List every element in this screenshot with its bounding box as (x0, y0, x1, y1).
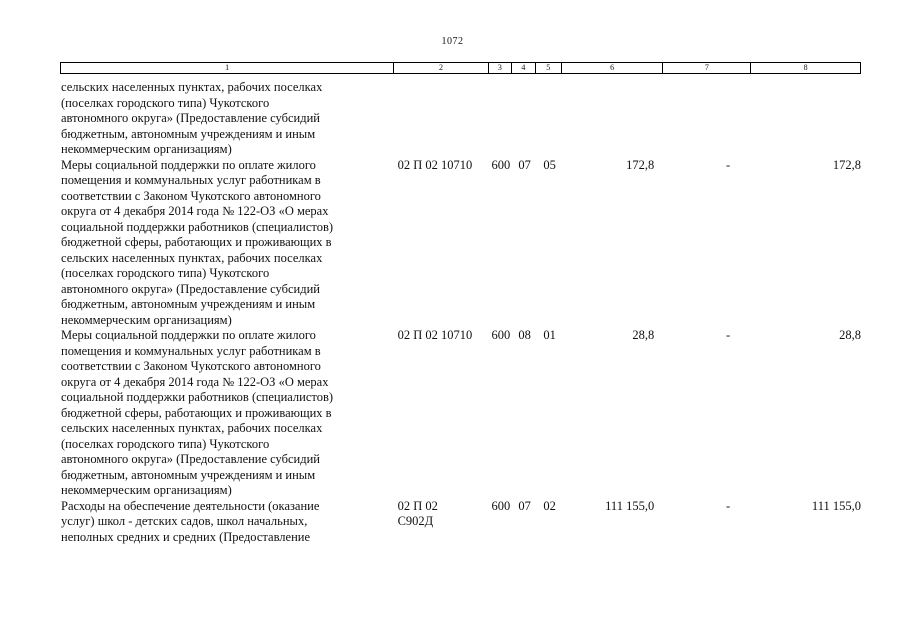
row-expense-type: 600 (491, 328, 511, 342)
table-body (61, 80, 861, 545)
table-row (61, 80, 861, 158)
row-sum-total: 28,8 (632, 328, 655, 342)
row-code: 02 П 02 10710 (397, 157, 473, 172)
header-col-1: 1 (61, 63, 394, 73)
table-header (60, 62, 861, 74)
header-col-4: 4 (512, 63, 536, 73)
row-sum-total (562, 80, 664, 158)
row-sum-col8: 28,8 (839, 328, 861, 342)
table-row (61, 158, 861, 329)
page-number: 1072 (441, 36, 464, 47)
row-sum-total: 172,8 (626, 157, 655, 172)
row-expense-type (489, 80, 512, 158)
row-subsection: 02 (543, 498, 556, 513)
row-subsection (536, 80, 562, 158)
row-code: 02 П 02 С902Д (397, 498, 438, 528)
row-expense-type: 600 (491, 157, 511, 172)
row-sum-col7: - (725, 328, 731, 342)
row-section: 07 (518, 498, 531, 513)
header-col-2: 2 (394, 63, 489, 73)
table-row (61, 499, 861, 546)
row-subsection: 05 (543, 157, 556, 172)
row-sum-total: 111 155,0 (605, 498, 655, 513)
row-sum-col7: - (725, 157, 731, 172)
row-section: 07 (518, 157, 531, 172)
row-section: 08 (518, 328, 531, 342)
row-sum-col8: 172,8 (832, 157, 861, 172)
row-description: сельских населенных пунктах, рабочих поселках (поселках городского типа) Чукотского автономного округа» (Предоставление субсидий бюджетным, автономным учреждениям и иным некоммерческим организациям) (61, 80, 323, 156)
header-col-8: 8 (803, 63, 808, 72)
row-sum-col7 (664, 80, 752, 158)
row-code (395, 80, 490, 158)
row-description: Расходы на обеспечение деятельности (оказание услуг) школ - детских садов, школ начальных, неполных средних и средних (Предоставление (61, 498, 320, 544)
row-description: Меры социальной поддержки по оплате жилого помещения и коммунальных услуг работникам в соответствии с Законом Чукотского автономного округа от 4 декабря 2014 года № 122-ОЗ «О мерах социальной поддержки работников (специалистов) бюджетной сферы, работающих и проживающих в сельских населенных пунктах, рабочих поселках (поселках городского типа) Чукотского автономного округа» (Предоставление субсидий бюджетным, автономным учреждениям и иным некоммерческим организациям) (61, 328, 334, 497)
row-code: 02 П 02 10710 (397, 328, 473, 342)
row-sum-col8 (752, 80, 861, 158)
header-col-6: 6 (562, 63, 664, 73)
header-col-7: 7 (663, 63, 751, 73)
row-expense-type: 600 (491, 498, 511, 513)
row-section (512, 80, 536, 158)
row-description: Меры социальной поддержки по оплате жилого помещения и коммунальных услуг работникам в соответствии с Законом Чукотского автономного округа от 4 декабря 2014 года № 122-ОЗ «О мерах социальной поддержки работников (специалистов) бюджетной сферы, работающих и проживающих в сельских населенных пунктах, рабочих поселках (поселках городского типа) Чукотского автономного округа» (Предоставление субсидий бюджетным, автономным учреждениям и иным некоммерческим организациям) (61, 157, 334, 327)
header-col-5: 5 (536, 63, 562, 73)
row-sum-col7: - (725, 498, 731, 513)
table-row (61, 328, 861, 499)
header-col-3: 3 (489, 63, 512, 73)
row-subsection: 01 (543, 328, 556, 342)
row-sum-col8: 111 155,0 (811, 498, 861, 513)
